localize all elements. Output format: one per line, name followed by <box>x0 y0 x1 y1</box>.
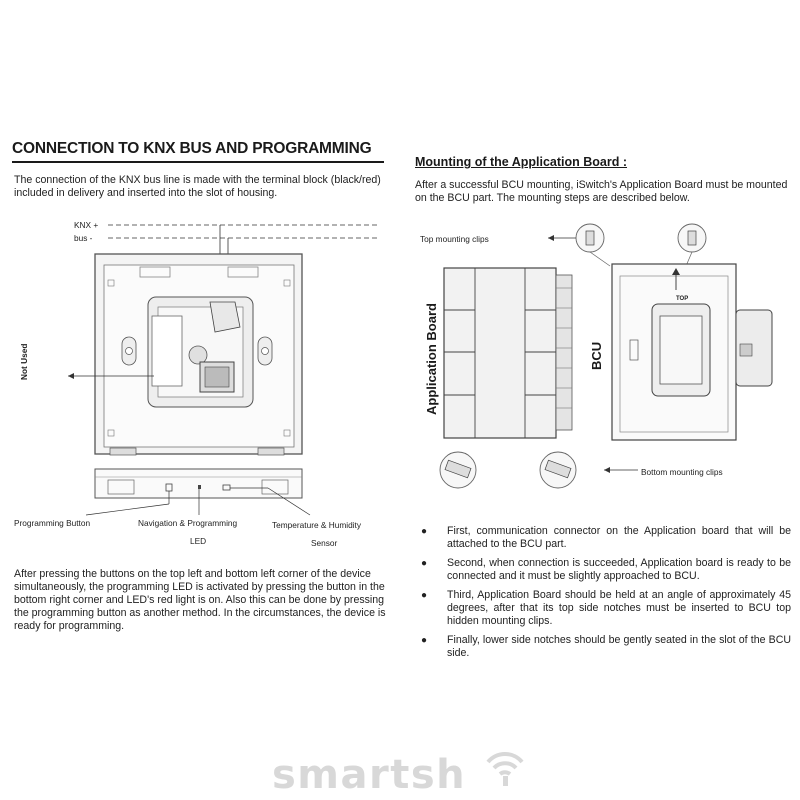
list-item-text: Finally, lower side notches should be gently seated in the slot of the BCU side. <box>447 633 791 660</box>
bullet-icon: ● <box>421 589 428 601</box>
section-title-mounting: Mounting of the Application Board : <box>415 155 628 169</box>
temp-sensor-label-line1: Temperature & Humidity <box>272 520 361 530</box>
list-item <box>415 525 791 552</box>
title-underline <box>12 161 384 163</box>
temp-sensor-label-line2: Sensor <box>311 538 338 548</box>
watermark-text: smartsh <box>272 752 467 798</box>
bullet-icon: ● <box>421 557 428 569</box>
list-item <box>415 634 791 661</box>
list-item-text: First, communication connector on the Application board that will be attached to the BCU part. <box>447 525 791 551</box>
application-board-label: Application Board <box>424 303 439 415</box>
wifi-icon <box>480 738 530 788</box>
smartshop-watermark <box>272 752 466 798</box>
list-item-text: Third, Application Board should be held at an angle of approximately 45 degrees, after that its top side notches must be inserted to BCU top hidden mounting clips. <box>447 588 791 628</box>
not-used-label: Not Used <box>19 343 29 380</box>
top-arrow-label: TOP <box>676 296 689 302</box>
bcu-label: BCU <box>589 341 604 370</box>
programming-button-label: Programming Button <box>14 518 91 528</box>
top-mounting-clips-label: Top mounting clips <box>420 234 489 244</box>
knx-intro-paragraph: The connection of the KNX bus line is made with the terminal block (black/red) included in delivery and inserted into the slot of housing. <box>14 174 381 199</box>
list-item <box>415 557 791 584</box>
nav-led-label-line2: LED <box>190 536 207 546</box>
bullet-icon: ● <box>421 634 428 646</box>
bus-minus-label: bus - <box>74 233 93 243</box>
bottom-mounting-clips-label: Bottom mounting clips <box>641 467 723 477</box>
knx-plus-label: KNX + <box>74 220 99 230</box>
knx-device-diagram <box>0 212 400 562</box>
mounting-steps-list <box>415 525 791 666</box>
list-item <box>415 589 791 629</box>
bullet-icon: ● <box>421 526 428 537</box>
nav-led-label-line1: Navigation & Programming <box>138 518 238 528</box>
programming-paragraph: After pressing the buttons on the top left and bottom left corner of the device simultaneously, the programming LED is activated by pressing the button in the bottom right corner and LED's red light is on. Also this can be done by pressing the programming button as another method. In the circumstances, the device is ready for programming. <box>14 568 386 632</box>
list-item-text: Second, when connection is succeeded, Application board is ready to be connected and it must be slightly approached to BCU. <box>447 556 791 583</box>
mounting-intro-paragraph: After a successful BCU mounting, iSwitch's Application Board must be mounted on the BCU part. The mounting steps are described below. <box>415 179 788 204</box>
section-title-knx: CONNECTION TO KNX BUS AND PROGRAMMING <box>12 140 372 157</box>
